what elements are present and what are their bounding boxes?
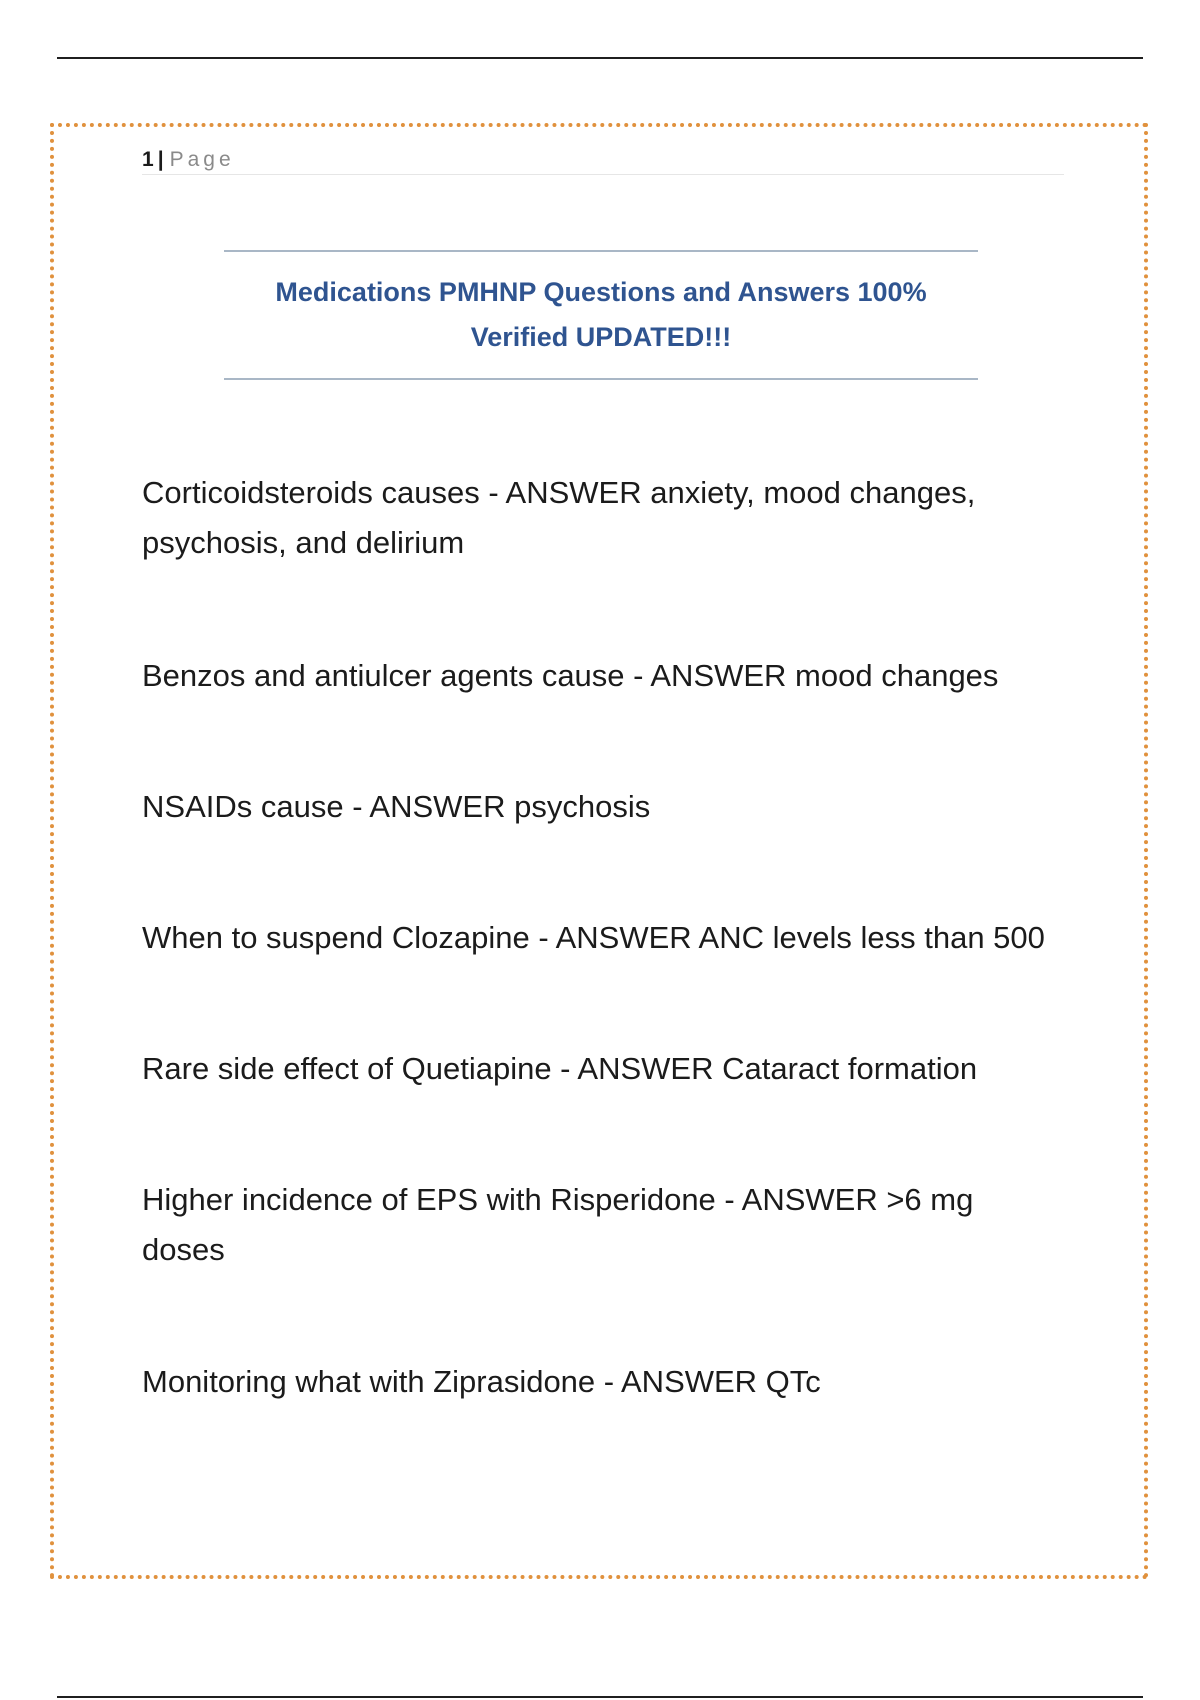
title-block [224, 250, 978, 380]
qa-item: Higher incidence of EPS with Risperidone - ANSWER >6 mg doses [142, 1182, 974, 1267]
qa-item: NSAIDs cause - ANSWER psychosis [142, 789, 651, 824]
qa-item: Rare side effect of Quetiapine - ANSWER Cataract formation [142, 1051, 978, 1086]
qa-item: Corticoidsteroids causes - ANSWER anxiety, mood changes, psychosis, and delirium [142, 475, 976, 560]
qa-item: Benzos and antiulcer agents cause - ANSWER mood changes [142, 658, 999, 693]
document-title: Medications PMHNP Questions and Answers 100% Verified UPDATED!!! [275, 277, 927, 352]
page-label: Page [169, 148, 235, 171]
page-header [142, 146, 1064, 175]
qa-item: Monitoring what with Ziprasidone - ANSWER QTc [142, 1364, 821, 1399]
top-rule [57, 57, 1143, 59]
qa-item: When to suspend Clozapine - ANSWER ANC levels less than 500 [142, 920, 1045, 955]
page-number: 1 [142, 148, 154, 171]
bottom-rule [57, 1696, 1143, 1698]
page-separator: | [157, 148, 164, 171]
